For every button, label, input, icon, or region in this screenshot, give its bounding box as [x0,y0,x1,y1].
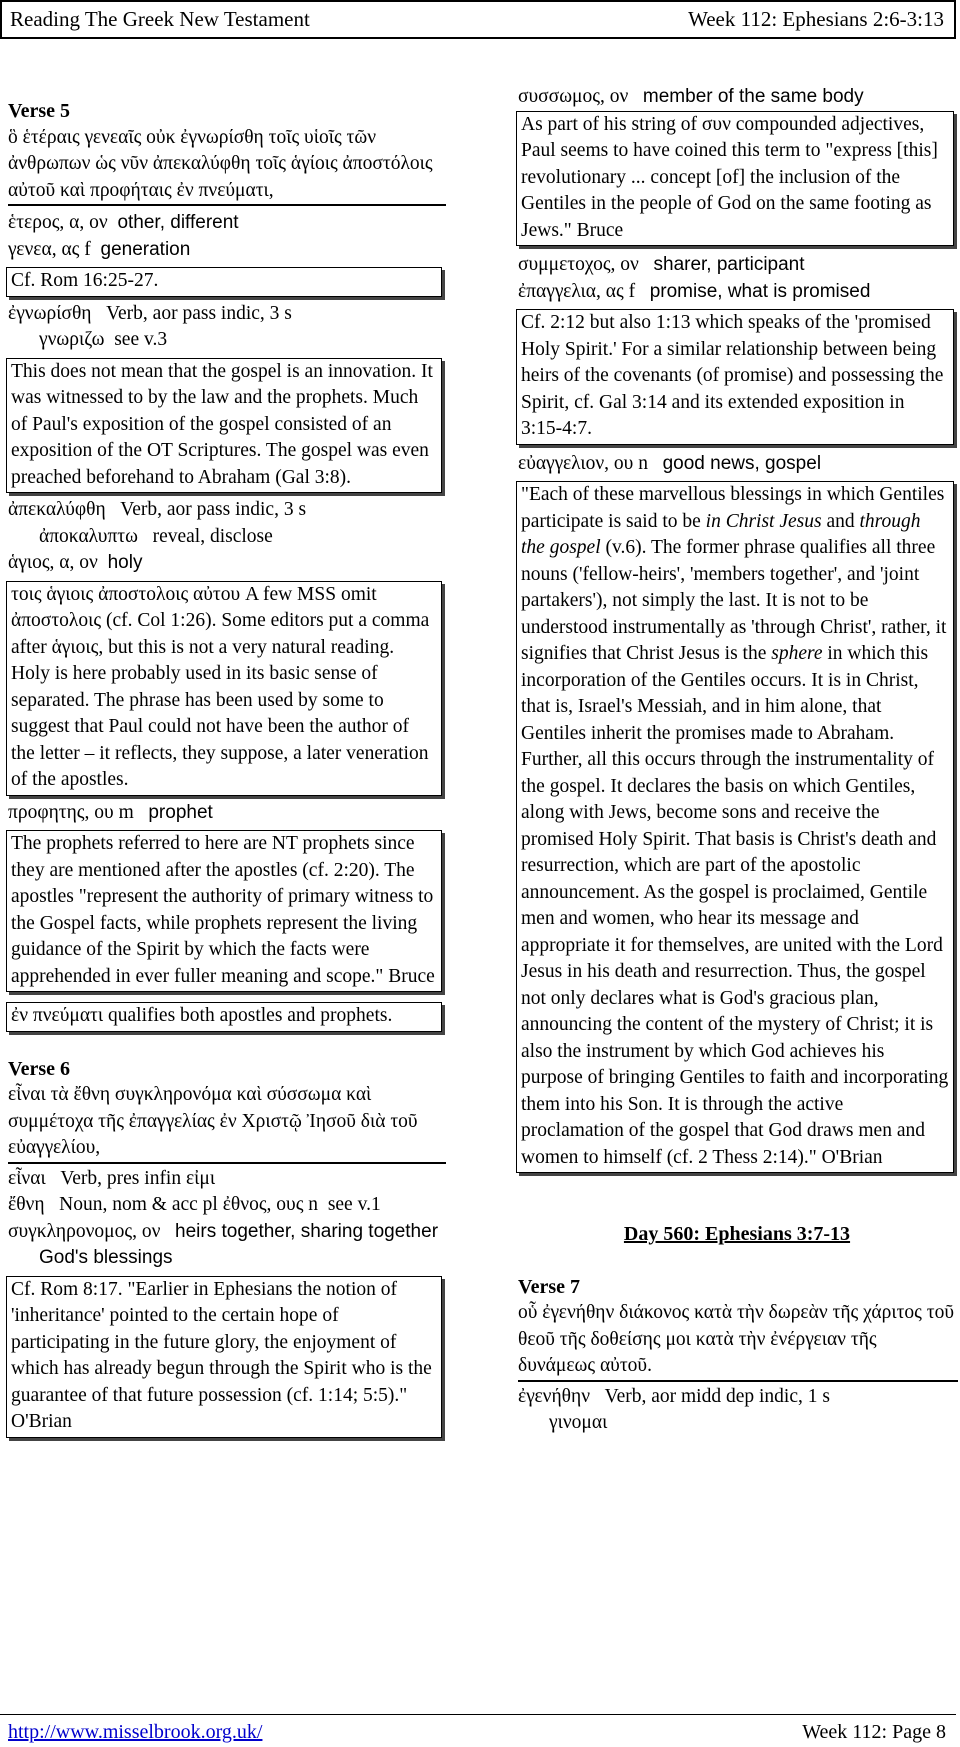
greek-phrase: τοις ἁγιοις ἀποστολοις αὐτου [11,583,241,605]
parse-lemma: ἐθνος, ους n [222,1194,319,1215]
verse-5-greek-text: ὃ ἑτέραις γενεαῖς οὐκ ἐγνωρίσθη τοῖς υἱοῖς τῶν ἀνθρωπων ὡς νῦν ἀπεκαλύφθη τοῖς ἁγίοις ἀποστόλοις αὐτοῦ καὶ προφήταις ἐν πνεύματι, [8,125,446,207]
vocab-prophetes [8,800,444,827]
note-box-sun-compounds [516,111,954,247]
vocab-gloss: prophet [148,801,213,823]
note-text: in which this incorporation of the Gentiles occurs. It is in Christ, that is, Israel's Messiah, and in him alone, that Gentiles inherit the promises made to Abraham. Further, all this occurs through the instrumentality of the gospel. It declares the basis on which Gentiles, along with Jews, become sons and receive the promised Holy Spirit. That basis is Christ's death and resurrection, which are part of the apostolic announcement. As the gospel is proclaimed, Gentile men and women, who hear its message and appropriate it for themselves, are united with the Lord Jesus in his death and resurrection. Thus, the gospel not only declares what is God's gracious plan, announcing the content of the mystery of Christ; it is also the instrument by which God achieves his purpose of bringing Gentiles to faith and incorporating them into his Son. It is through the active proclamation of the gospel that God draws men and women to himself (cf. 2 Thess 2:14)." O'Brian [521,643,949,1168]
vocab-word: ἑτερος, α, ον [8,212,108,233]
vocab-gloss: promise, what is promised [649,280,871,302]
verse-6-greek-text: εἶναι τὰ ἔθνη συγκληρονόμα καὶ σύσσωμα καὶ συμμέτοχα τῆς ἐπαγγελίας ἐν Χριστῷ Ἰησοῦ διὰ τοῦ εὐαγγελίου, [8,1082,446,1164]
parse-ginomai [518,1410,956,1437]
italic-phrase: sphere [771,643,823,664]
note-text: and [821,510,860,532]
note-box-in-christ [516,481,954,1173]
parse-ethne [8,1192,444,1219]
vocab-gloss: good news, gospel [662,452,822,474]
parse-info: Noun, nom & acc pl [59,1194,223,1215]
vocab-word: ἐπαγγελια, ας f [518,280,636,302]
parse-info: Verb, aor midd dep indic, 1 s [604,1385,830,1407]
note-text: (cf. Col 1:26). Some editors put a comma after [11,610,430,658]
right-column [518,84,956,1437]
vocab-genea [8,237,444,264]
vocab-word: ἁγιος, α, ον [8,552,98,573]
vocab-word: συσσωμος, ον [518,86,629,107]
vocab-sunkleronomos [8,1219,444,1272]
vocab-hagios [8,550,444,577]
note-box-rom-8: Cf. Rom 8:17. "Earlier in Ephesians the notion of 'inheritance' pointed to the certain hope of participating in the future glory, the enjoyment of which has already begun through the Spirit who is the guarantee of that future possession (cf. 1:14; 5:5)." O'Brian [6,1276,442,1438]
parse-egenethen [518,1384,956,1411]
note-text: compounded adjectives, Paul seems to have coined this term to "express [this] revolutionary ... concept [of] the inclusion of the Gentiles in the people of God on the same footing as Jews." Bruce [521,113,938,241]
parse-info: Verb, pres infin [60,1167,186,1189]
parse-word: ἐγνωρίσθη [8,302,92,324]
page-footer [0,1714,956,1744]
vocab-gloss: reveal, disclose [152,525,273,547]
note-box-holy-apostles [6,581,442,796]
vocab-heteros [8,210,444,237]
note-text: qualifies both apostles and prophets. [103,1005,393,1026]
note-box-en-pneumati [6,1002,442,1032]
parse-word: ἀπεκαλύφθη [8,499,106,520]
verse-5-heading: Verse 5 [8,100,71,122]
vocab-word: συγκληρονομος, ον [8,1220,161,1242]
italic-phrase: in Christ Jesus [705,510,822,532]
parse-word: εἶναι [8,1167,46,1189]
vocab-gloss: holy [107,552,143,573]
parse-info: Verb, aor pass indic, 3 s [120,499,307,520]
parse-lemma: γινομαι [549,1412,608,1433]
greek-word: ἀποστολοις [11,610,102,631]
parse-egnoristhe [8,301,444,328]
parse-word: ἐγενήθην [518,1385,591,1407]
greek-word: συν [701,113,731,135]
vocab-word: εὐαγγελιον, ου n [518,452,648,474]
vocab-word: συμμετοχος, ον [518,254,639,275]
parse-info: Verb, aor pass indic, 3 s [106,302,292,324]
vocab-epangelia [518,279,956,306]
day-heading: Day 560: Ephesians 3:7-13 [623,1223,851,1245]
vocab-word: γενεα, ας f [8,238,91,260]
verse-6-heading: Verse 6 [8,1057,71,1080]
greek-phrase: ἐν πνεύματι [11,1005,104,1026]
italic-phrase: through the gospel [521,510,921,558]
note-text: A few MSS omit [240,583,377,605]
parse-gnorizo [8,327,444,354]
vocab-apokalupto [8,524,444,551]
parse-info: see v.3 [114,329,168,350]
note-box-prophets: The prophets referred to here are NT prophets since they are mentioned after the apostles (cf. 2:20). The apostles "represent the authority of primary witness to the Gospel facts, while prophets represent the living guidance of the Spirit by which the facts were apprehended in ever fuller meaning and scope." Bruce [6,830,442,992]
vocab-gloss: heirs together, sharing together God's blessings [39,1220,439,1268]
note-box-rom-16: Cf. Rom 16:25-27. [6,267,442,297]
note-text: (v.6). The former phrase qualifies all three nouns ('fellow-heirs', 'members together', and 'joint partakers'), not simply the last. It is not to be understood instrumentally as 'through Christ', rather, it signifies that Christ Jesus is the [521,537,947,664]
vocab-gloss: member of the same body [642,86,864,107]
vocab-sussomos [518,84,956,111]
note-text: but this is not a very natural reading. Holy is here probably used in its basic sense of separated. The phrase has been used by some to suggest that Paul could not have been the author of the letter – it reflects, they suppose, a later veneration of the apostles. [11,636,429,790]
parse-see: see v.1 [327,1194,381,1215]
vocab-gloss: sharer, participant [653,254,805,275]
page-number: Week 112: Page 8 [802,1721,946,1743]
note-box-promised-spirit: Cf. 2:12 but also 1:13 which speaks of the 'promised Holy Spirit.' For a similar relationship between being heirs of the covenants (of promise) and possessing the Spirit, cf. Gal 3:14 and its extended exposition in 3:15-4:7. [516,309,954,445]
vocab-euangelion [518,451,956,478]
vocab-gloss: generation [100,238,191,260]
parse-apekaluphthe [8,497,444,524]
note-box-gospel-not-innovation: This does not mean that the gospel is an innovation. It was witnessed to by the law and the prophets. Much of Paul's exposition of the gospel consisted of an exposition of the OT Scriptures. The gospel was even preached beforehand to Abraham (Gal 3:8). [6,358,442,494]
verse-7-heading: Verse 7 [518,1275,581,1298]
vocab-summetochos [518,252,956,279]
note-text: "Each of these marvellous blessings in which Gentiles participate is said to be [521,484,945,532]
parse-lemma: εἰμι [185,1167,216,1189]
parse-einai [8,1166,444,1193]
page-header [0,0,956,39]
verse-7-greek-text: οὗ ἐγενήθην διάκονος κατὰ τὴν δωρεὰν τῆς χάριτος τοῦ θεοῦ τῆς δοθείσης μοι κατὰ τὴν ἐνέργειαν τῆς δυνάμεως αὐτοῦ. [518,1300,958,1382]
greek-word: ἁγιοις, [51,636,104,658]
left-column [8,84,444,1442]
header-title: Reading The Greek New Testament [10,7,310,31]
vocab-gloss: other, different [117,212,239,233]
vocab-word: ἀποκαλυπτω [39,525,138,547]
parse-word: ἔθνη [8,1194,45,1215]
vocab-word: προφητης, ου m [8,801,134,823]
parse-word: γνωριζω [39,329,105,350]
note-text: As part of his string of [521,113,702,135]
site-link[interactable]: http://www.misselbrook.org.uk/ [8,1721,263,1743]
header-week: Week 112: Ephesians 2:6-3:13 [688,7,944,31]
